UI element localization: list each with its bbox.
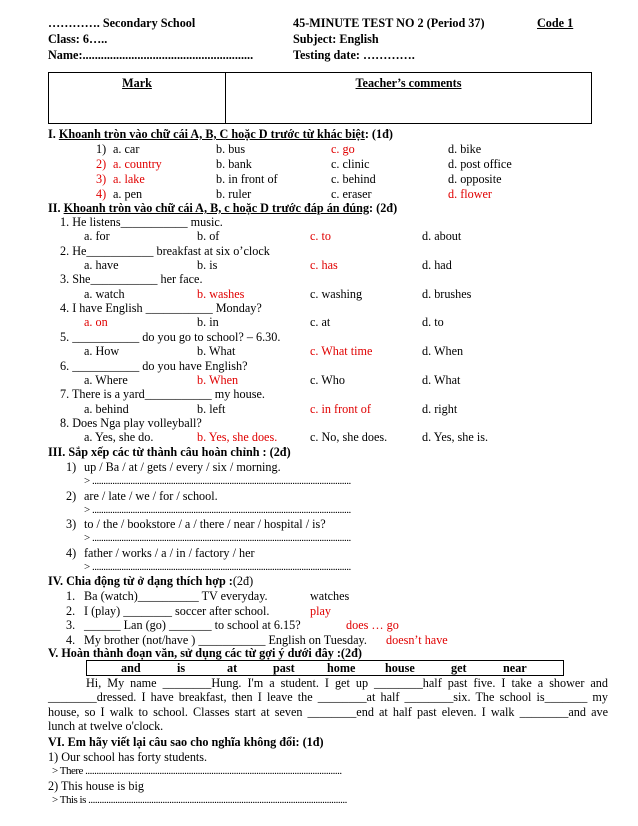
s1-number: 4) (96, 187, 107, 201)
section-2-instruction: Khoanh tròn vào chữ cái A, B, c hoặc D trước đáp án đúng (63, 201, 370, 215)
s3-words: up / Ba / at / gets / every / six / morning. (84, 460, 281, 474)
s2-option-c[interactable]: c. What time (310, 344, 373, 359)
paragraph-line[interactable]: ________dressed. I have breakfast, then I leave the ________at half ________six. The school is_______ my (48, 690, 608, 705)
section-1-title (48, 127, 393, 141)
s6-sentence: 1) Our school has forty students. (48, 750, 208, 764)
s2-option-b[interactable]: b. of (197, 229, 220, 244)
s6-sentence: 2) This house is big (48, 778, 144, 793)
paragraph-line[interactable]: lunch at twelve o'clock. (48, 719, 164, 734)
s3-answer-line[interactable]: > ................................................................................................................... (84, 532, 351, 544)
s1-option-b[interactable]: b. in front of (216, 172, 278, 186)
s2-option-b[interactable]: b. What (197, 344, 236, 359)
section-3-title: III. Sắp xếp các từ thành câu hoàn chỉnh : (2đ) (48, 445, 291, 459)
s2-question: 6. ___________ do you have English? (60, 358, 248, 373)
s2-option-c[interactable]: c. No, she does. (310, 430, 388, 445)
class-label: Class: 6….. (48, 32, 108, 46)
s1-option-b[interactable]: b. bus (216, 142, 246, 156)
s2-option-c[interactable]: c. in front of (310, 401, 371, 416)
section-1-instruction: Khoanh tròn vào chữ cái A, B, C hoặc D trước từ khác biệt (58, 127, 365, 141)
s2-question: 7. There is a yard___________ my house. (60, 387, 265, 402)
s2-option-a[interactable]: a. have (84, 258, 119, 272)
section-1-prefix: I. (48, 127, 59, 141)
s2-option-b[interactable]: b. in (197, 315, 219, 330)
s4-number: 4. (66, 632, 76, 647)
s1-option-d[interactable]: d. post office (448, 157, 512, 171)
mark-cell[interactable] (49, 73, 226, 124)
s4-number: 1. (66, 589, 76, 603)
name-field[interactable]: Name:........................................................ (48, 48, 254, 62)
s2-question: 1. He listens___________ music. (60, 215, 223, 229)
s2-option-b[interactable]: b. left (197, 401, 226, 416)
testing-date-field[interactable]: Testing date: …………. (293, 48, 415, 62)
s1-option-c[interactable]: c. eraser (331, 187, 372, 201)
section-5-title: V. Hoàn thành đoạn văn, sử dụng các từ gợi ý dưới đây :(2đ) (48, 646, 362, 660)
s3-answer-line[interactable]: > ................................................................................................................... (84, 475, 351, 487)
section-2-prefix: II. (48, 201, 64, 215)
s6-answer-line[interactable]: > There .................................................................................................................. (52, 765, 342, 777)
s3-number: 1) (66, 460, 77, 474)
s2-option-d[interactable]: d. about (422, 229, 462, 244)
s1-number: 3) (96, 172, 107, 186)
word-bank-word: is (177, 661, 186, 675)
s1-option-a[interactable]: a. car (113, 142, 140, 156)
word-bank-word: past (273, 661, 295, 675)
s4-sentence[interactable]: Ba (watch)__________ TV everyday. (84, 589, 268, 603)
s6-answer-line[interactable]: > This is ................................................................................................................... (52, 793, 347, 806)
s2-question: 8. Does Nga play volleyball? (60, 415, 202, 430)
section-2-title (48, 201, 397, 215)
s2-question: 4. I have English ___________ Monday? (60, 301, 262, 316)
s4-number: 2. (66, 603, 76, 618)
s2-option-a[interactable]: a. for (84, 229, 110, 244)
s3-answer-line[interactable]: > ................................................................................................................... (84, 560, 351, 573)
s3-words: father / works / a / in / factory / her (84, 545, 255, 560)
s2-option-a[interactable]: a. Yes, she do. (84, 430, 154, 445)
paragraph-line[interactable]: house, so I walk to school. Classes start at seven ________end at half past eleven. I walk ________and ave (48, 704, 608, 719)
paragraph-line[interactable]: Hi, My name ________Hung. I'm a student. I get up ________half past five. I take a shower and (86, 676, 608, 690)
s2-option-b[interactable]: b. Yes, she does. (197, 430, 278, 445)
s4-sentence[interactable]: I (play) ________ soccer after school. (84, 603, 270, 618)
marks-table (48, 72, 592, 124)
s1-option-a[interactable]: a. country (113, 157, 162, 171)
s2-option-a[interactable]: a. How (84, 344, 120, 359)
s2-question: 5. ___________ do you go to school? – 6.30. (60, 329, 281, 344)
word-bank-word: house (385, 661, 415, 675)
s2-option-b[interactable]: b. is (197, 258, 218, 272)
section-4-points: (2đ) (232, 574, 254, 588)
section-4-instruction: IV. Chia động từ ở dạng thích hợp : (48, 574, 233, 588)
s2-option-d[interactable]: d. brushes (422, 286, 472, 301)
word-bank-word: and (121, 661, 141, 675)
word-bank-word: at (227, 661, 238, 675)
s2-option-b[interactable]: b. When (197, 372, 239, 387)
s2-question: 3. She___________ her face. (60, 272, 203, 287)
s2-option-a[interactable]: a. watch (84, 286, 125, 301)
s1-option-c[interactable]: c. clinic (331, 157, 370, 171)
s1-number: 2) (96, 157, 107, 171)
s2-option-d[interactable]: d. When (422, 344, 464, 359)
s3-words: are / late / we / for / school. (84, 488, 218, 503)
s1-option-d[interactable]: d. opposite (448, 172, 502, 186)
s3-answer-line[interactable]: > ................................................................................................................... (84, 503, 351, 516)
s3-number: 4) (66, 545, 77, 560)
s2-option-c[interactable]: c. has (310, 258, 338, 272)
s2-option-d[interactable]: d. had (422, 258, 452, 272)
word-bank-word: home (327, 661, 356, 675)
s4-answer: does … go (346, 618, 399, 632)
s2-option-c[interactable]: c. at (310, 315, 331, 330)
comments-header: Teacher’s comments (355, 76, 462, 90)
section-1-points: : (1đ) (364, 127, 393, 141)
s2-option-a[interactable]: a. Where (84, 372, 128, 387)
mark-header: Mark (122, 76, 152, 90)
s2-option-a[interactable]: a. behind (84, 401, 129, 416)
code-label: Code 1 (537, 16, 574, 30)
s4-number: 3. (66, 618, 76, 632)
section-4-title (48, 574, 253, 588)
word-bank-box (86, 660, 564, 676)
s2-question: 2. He___________ breakfast at six o’clock (60, 243, 270, 258)
s4-sentence[interactable]: ______ Lan (go) _______ to school at 6.15? (84, 618, 301, 632)
s4-sentence[interactable]: My brother (not/have ) ___________ English on Tuesday. (84, 632, 367, 647)
word-bank-word: get (451, 661, 467, 675)
s4-answer: doesn’t have (386, 632, 448, 647)
s3-number: 3) (66, 517, 77, 531)
s4-answer: play (310, 603, 331, 618)
word-bank-word: near (503, 661, 527, 675)
s1-option-d[interactable]: d. bike (448, 142, 482, 156)
s1-number: 1) (96, 142, 107, 156)
s2-option-d[interactable]: d. right (422, 401, 458, 416)
s2-option-d[interactable]: d. Yes, she is. (422, 430, 489, 445)
s2-option-c[interactable]: c. Who (310, 372, 345, 387)
s2-option-c[interactable]: c. to (310, 229, 331, 244)
section-6-title: VI. Em hãy viết lại câu sao cho nghĩa không đổi: (1đ) (48, 735, 324, 749)
s1-option-c[interactable]: c. behind (331, 172, 376, 186)
s3-words: to / the / bookstore / a / there / near / hospital / is? (84, 517, 326, 531)
s2-option-c[interactable]: c. washing (310, 286, 363, 301)
school-name: …………. Secondary School (48, 16, 196, 30)
test-title: 45-MINUTE TEST NO 2 (Period 37) (293, 16, 485, 30)
s1-option-b[interactable]: b. bank (216, 157, 252, 171)
s1-option-a[interactable]: a. pen (113, 187, 143, 201)
s1-option-c[interactable]: c. go (331, 142, 355, 156)
s2-option-a[interactable]: a. on (84, 315, 108, 330)
s4-answer: watches (310, 589, 350, 603)
comments-cell[interactable] (226, 73, 592, 124)
s1-option-b[interactable]: b. ruler (216, 187, 252, 201)
s2-option-b[interactable]: b. washes (197, 286, 245, 301)
s1-option-a[interactable]: a. lake (113, 172, 145, 186)
subject-label: Subject: English (293, 32, 379, 46)
s3-number: 2) (66, 488, 77, 503)
s2-option-d[interactable]: d. What (422, 372, 461, 387)
s2-option-d[interactable]: d. to (422, 315, 444, 330)
s1-option-d[interactable]: d. flower (448, 187, 492, 201)
section-2-points: : (2đ) (369, 201, 398, 215)
